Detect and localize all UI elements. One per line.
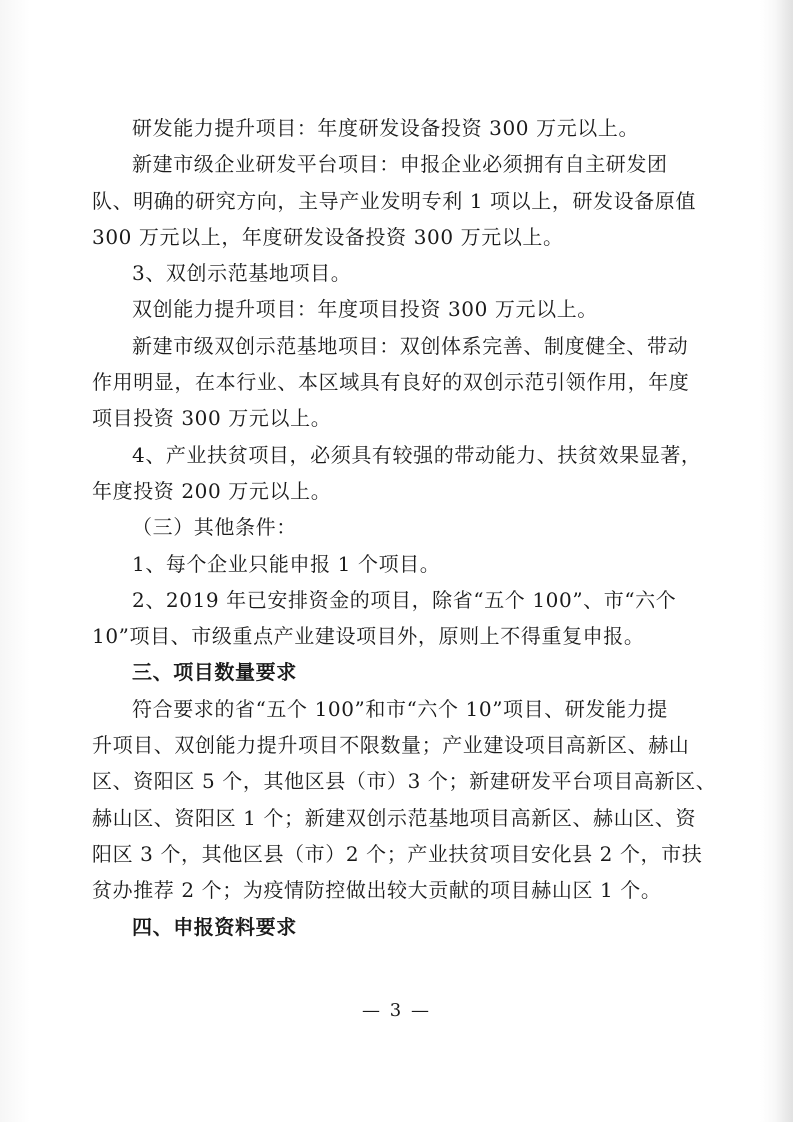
- paragraph-line: 升项目、双创能力提升项目不限数量；产业建设项目高新区、赫山: [92, 733, 690, 758]
- paragraph-line: 2、2019 年已安排资金的项目，除省“五个 100”、市“六个: [132, 587, 677, 612]
- subsection-heading: （三）其他条件：: [132, 515, 297, 540]
- paragraph-line: 10”项目、市级重点产业建设项目外，原则上不得重复申报。: [92, 624, 645, 649]
- paragraph-line: 1、每个企业只能申报 1 个项目。: [132, 551, 441, 576]
- paragraph-line: 3、双创示范基地项目。: [132, 261, 352, 286]
- paragraph-line: 贫办推荐 2 个；为疫情防控做出较大贡献的项目赫山区 1 个。: [92, 878, 662, 903]
- paragraph-line: 阳区 3 个，其他区县（市）2 个；产业扶贫项目安化县 2 个，市扶: [92, 841, 703, 866]
- paragraph-line: 符合要求的省“五个 100”和市“六个 10”项目、研发能力提: [132, 696, 668, 721]
- paragraph-line: 年度投资 200 万元以上。: [92, 478, 332, 503]
- paragraph-line: 300 万元以上，年度研发设备投资 300 万元以上。: [92, 224, 564, 249]
- paragraph-line: 新建市级双创示范基地项目：双创体系完善、制度健全、带动: [132, 333, 689, 358]
- paragraph-line: 赫山区、资阳区 1 个；新建双创示范基地项目高新区、赫山区、资: [92, 805, 697, 830]
- paragraph-line: 区、资阳区 5 个，其他区县（市）3 个；新建研发平台项目高新区、: [92, 769, 717, 794]
- section-heading: 三、项目数量要求: [132, 660, 297, 685]
- paragraph-line: 队、明确的研究方向，主导产业发明专利 1 项以上，研发设备原值: [92, 188, 697, 213]
- paragraph-line: 项目投资 300 万元以上。: [92, 406, 332, 431]
- paragraph-line: 研发能力提升项目：年度研发设备投资 300 万元以上。: [132, 116, 640, 140]
- document-body: [92, 116, 717, 953]
- section-heading: 四、申报资料要求: [132, 914, 297, 939]
- paragraph-line: 新建市级企业研发平台项目：申报企业必须拥有自主研发团: [132, 152, 668, 177]
- paragraph-line: 4、产业扶贫项目，必须具有较强的带动能力、扶贫效果显著，: [132, 442, 702, 467]
- page-edge-shadow: [775, 0, 793, 1122]
- paragraph-line: 双创能力提升项目：年度项目投资 300 万元以上。: [132, 297, 598, 322]
- page-number: — 3 —: [362, 1000, 431, 1021]
- paragraph-line: 作用明显，在本行业、本区域具有良好的双创示范引领作用，年度: [92, 370, 690, 395]
